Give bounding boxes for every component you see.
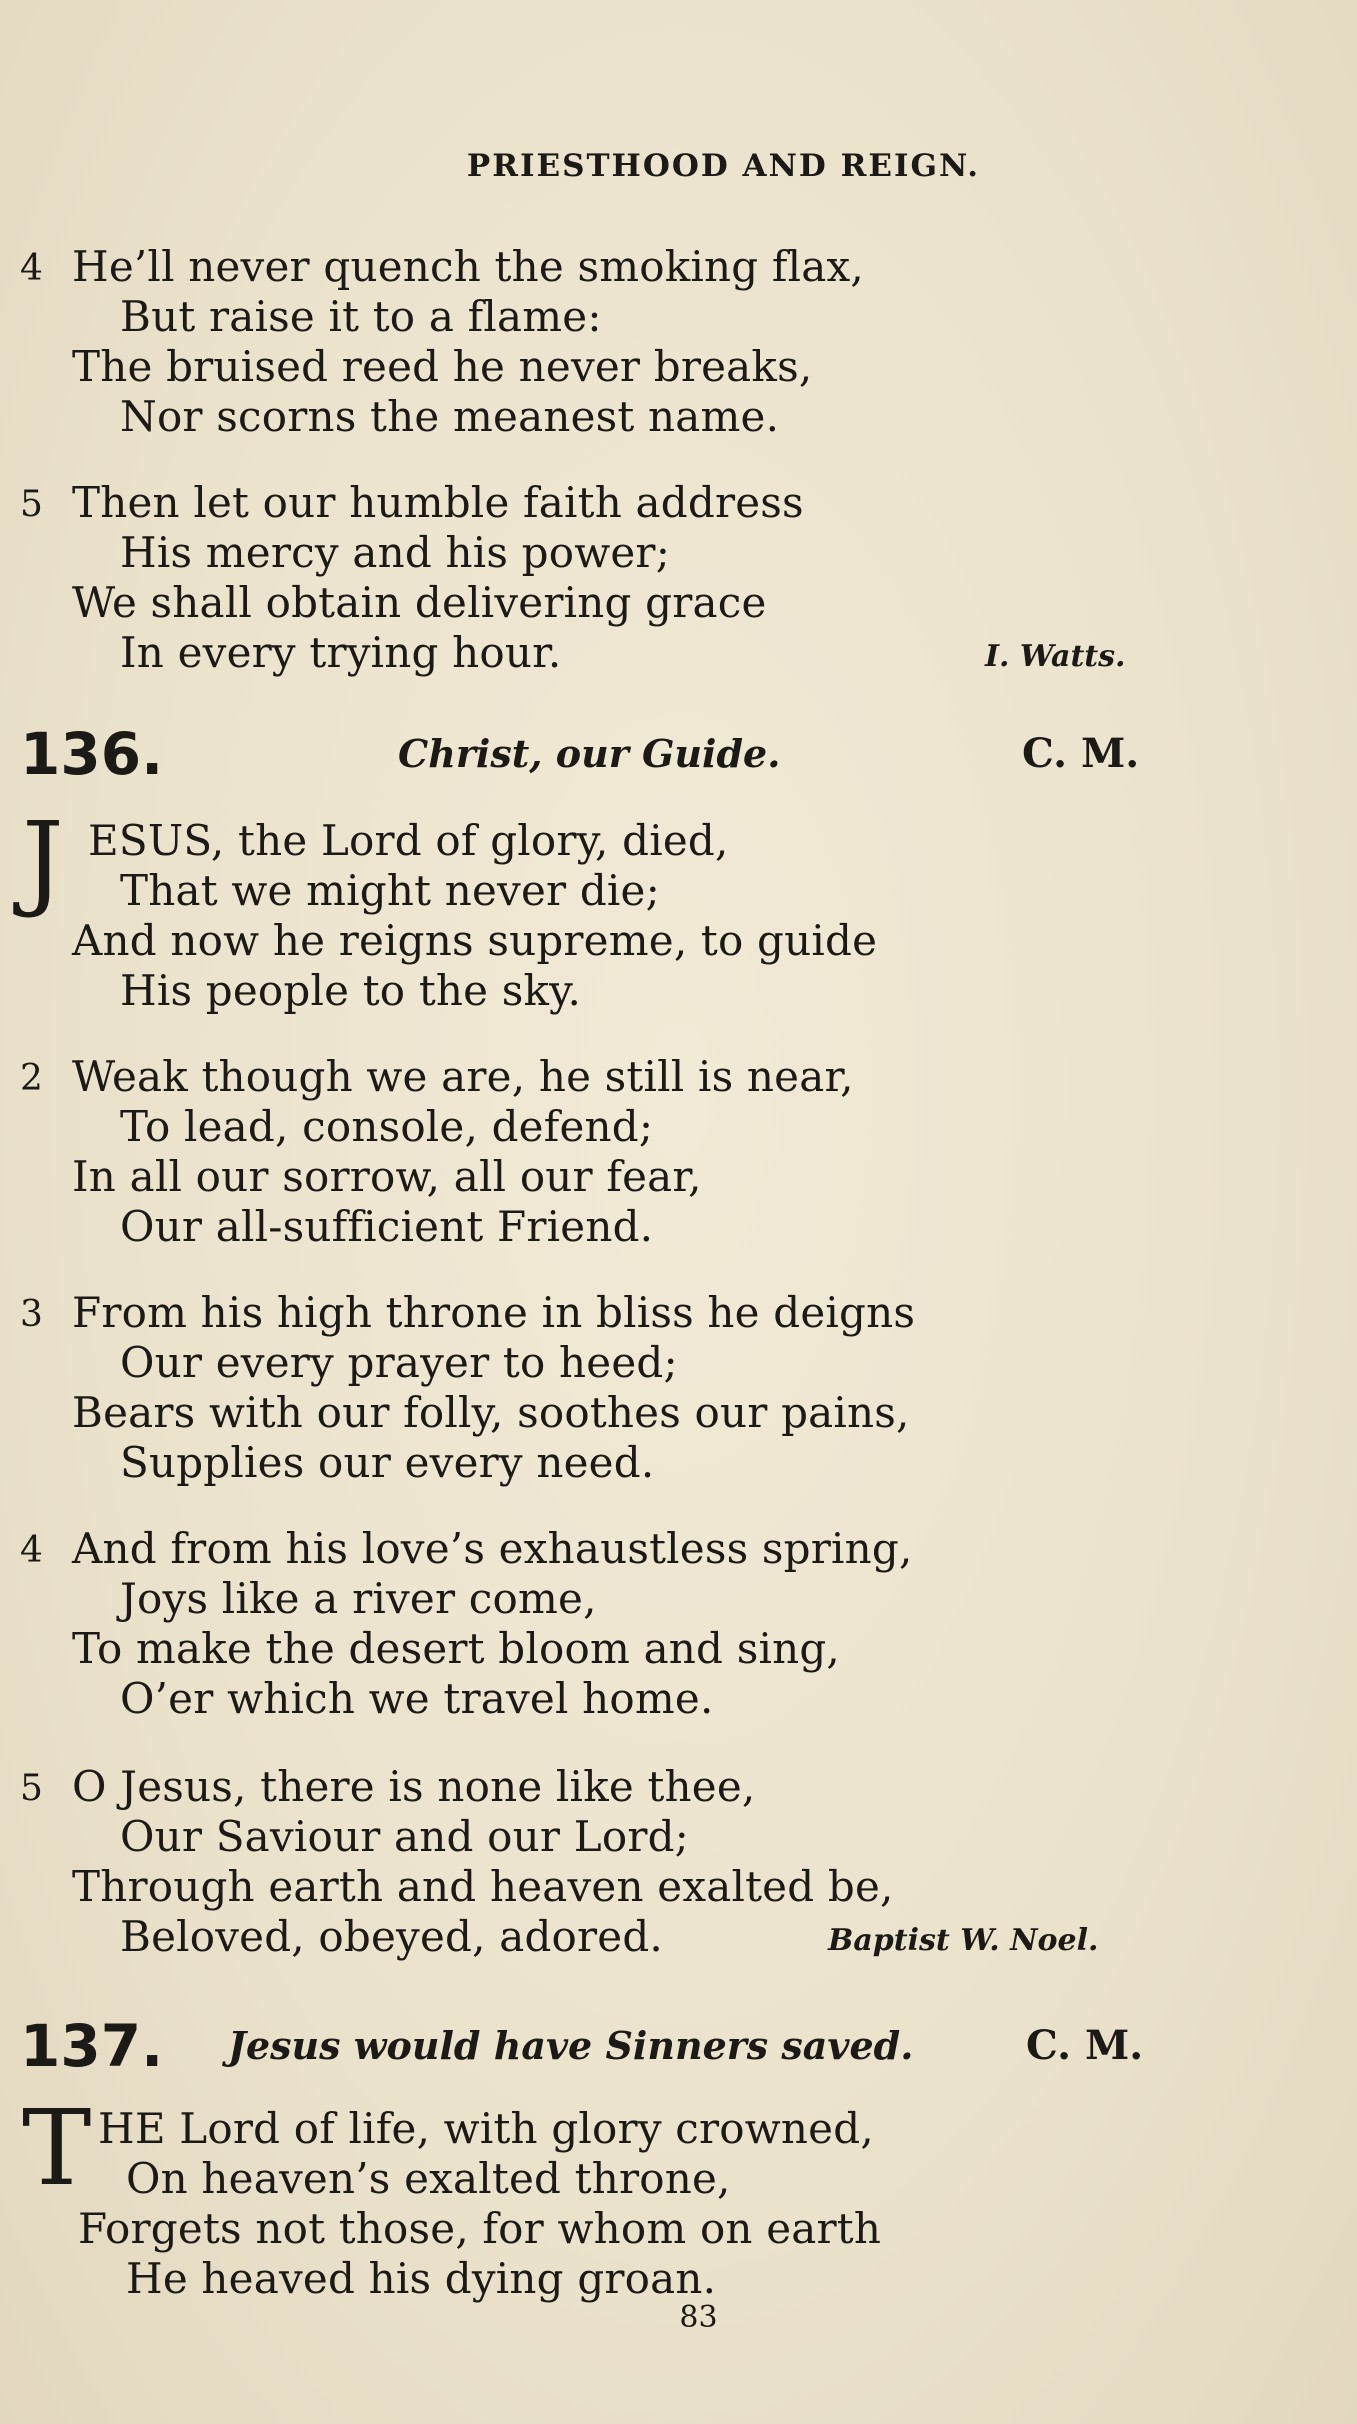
verse-line: His people to the sky. [120,966,582,1015]
verse-line: Joys like a river come, [120,1574,597,1623]
verse-line: Our Saviour and our Lord; [120,1812,690,1861]
verse-line: In all our sorrow, all our fear, [72,1152,702,1201]
verse-line: Supplies our every need. [120,1438,655,1487]
verse-line: And from his love’s exhaustless spring, [72,1524,913,1573]
verse-line: And now he reigns supreme, to guide [72,916,878,965]
verse-line: In every trying hour. [120,628,562,677]
hymn-title: Jesus would have Sinners saved. [228,2023,914,2068]
verse-line: O’er which we travel home. [120,1674,714,1723]
hymn-meter: C. M. [1026,2022,1144,2069]
page-number: 83 [679,2300,718,2335]
hymn-number: 137. [20,2012,164,2080]
verse-line: Nor scorns the meanest name. [120,392,780,441]
verse-line: His mercy and his power; [120,528,671,577]
verse-line: ESUS, the Lord of glory, died, [88,816,729,865]
verse-line: Through earth and heaven exalted be, [72,1862,894,1911]
verse-number: 2 [20,1058,43,1099]
verse-line: Forgets not those, for whom on earth [78,2204,882,2253]
verse-line: Beloved, obeyed, adored. [120,1912,663,1961]
verse-number: 3 [20,1294,43,1335]
verse-line: Our every prayer to heed; [120,1338,678,1387]
verse-line: He’ll never quench the smoking flax, [72,242,864,291]
verse-number: 4 [20,248,43,289]
verse-line: To make the desert bloom and sing, [72,1624,840,1673]
verse-line: He heaved his dying groan. [126,2254,717,2303]
verse-number: 5 [20,484,43,525]
verse-number: 4 [20,1530,43,1571]
verse-line: Weak though we are, he still is near, [72,1052,854,1101]
verse-line: Bears with our folly, soothes our pains, [72,1388,910,1437]
verse-line: We shall obtain delivering grace [72,578,767,627]
verse-number: 5 [20,1768,43,1809]
verse-line: From his high throne in bliss he deigns [72,1288,916,1337]
author-credit: Baptist W. Noel. [828,1923,1099,1958]
drop-cap: T [22,2087,92,2209]
verse-line: Then let our humble faith address [72,478,804,527]
verse-line: That we might never die; [120,866,660,915]
running-header: PRIESTHOOD AND REIGN. [466,148,981,184]
verse-line: Our all-sufficient Friend. [120,1202,654,1251]
hymn-number: 136. [20,720,164,788]
verse-line: O Jesus, there is none like thee, [72,1762,756,1811]
verse-line: The bruised reed he never breaks, [72,342,813,391]
verse-line: To lead, console, defend; [120,1102,654,1151]
verse-line: HE Lord of life, with glory crowned, [98,2104,874,2153]
verse-line: But raise it to a flame: [120,292,602,341]
author-credit: I. Watts. [985,639,1126,674]
drop-cap: J [22,799,64,921]
hymn-meter: C. M. [1022,730,1140,777]
verse-line: On heaven’s exalted throne, [126,2154,731,2203]
hymn-title: Christ, our Guide. [398,731,781,776]
